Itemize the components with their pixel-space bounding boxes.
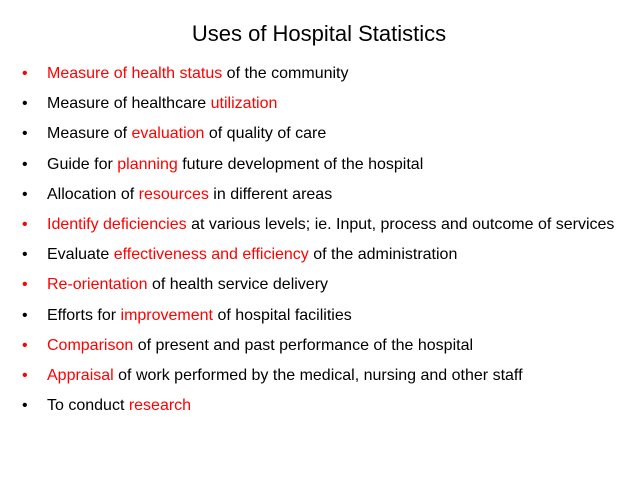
- bullet-marker: •: [22, 246, 28, 264]
- bullet-marker: •: [22, 155, 28, 173]
- bullet-text-segment: Measure of: [47, 125, 132, 143]
- bullet-item: [22, 365, 616, 386]
- bullet-text-segment: Comparison: [47, 336, 134, 354]
- bullet-item: [22, 63, 616, 84]
- bullet-text-segment: utilization: [210, 95, 278, 113]
- bullet-text-segment: research: [128, 397, 192, 415]
- bullet-marker: •: [22, 95, 28, 113]
- bullet-text-segment: Allocation of: [47, 185, 139, 203]
- bullet-item: [22, 214, 616, 235]
- bullet-text-segment: resources: [138, 185, 209, 203]
- bullet-text-segment: at various levels; ie. Input, process and outcome of services: [186, 215, 615, 233]
- bullet-text-segment: Measure of health status: [47, 65, 223, 82]
- bullet-text-segment: of the administration: [308, 246, 458, 264]
- bullet-marker: •: [22, 306, 28, 324]
- bullet-text-segment: of quality of care: [204, 125, 327, 143]
- bullet-text-segment: planning: [117, 155, 178, 173]
- bullet-text-segment: evaluation: [131, 125, 205, 143]
- bullet-item: [22, 123, 616, 144]
- bullet-marker: •: [22, 185, 28, 203]
- bullet-item: [22, 93, 616, 114]
- bullet-text-segment: of present and past performance of the hospital: [133, 336, 474, 354]
- bullet-text-segment: effectiveness and efficiency: [113, 246, 309, 264]
- bullet-text-segment: future development of the hospital: [177, 155, 424, 173]
- bullet-marker: •: [22, 397, 28, 415]
- bullet-text-segment: improvement: [120, 306, 213, 324]
- slide-title: Uses of Hospital Statistics: [191, 21, 447, 46]
- bullet-text-segment: of the community: [222, 65, 349, 82]
- bullet-item: [22, 244, 616, 265]
- bullet-item: [22, 335, 616, 356]
- bullet-item: [22, 154, 616, 175]
- bullet-item: [22, 274, 616, 295]
- bullet-marker: •: [22, 65, 28, 82]
- bullet-text-segment: Guide for: [47, 155, 118, 173]
- bullet-text-segment: of work performed by the medical, nursing and other staff: [113, 366, 523, 384]
- bullet-marker: •: [22, 276, 28, 294]
- bullet-item: [22, 305, 616, 326]
- bullet-list: [22, 63, 616, 425]
- bullet-marker: •: [22, 336, 28, 354]
- bullet-marker: •: [22, 215, 28, 233]
- bullet-text-segment: Measure of healthcare: [47, 95, 211, 113]
- bullet-text-segment: Re-orientation: [47, 276, 148, 294]
- bullet-item: [22, 184, 616, 205]
- bullet-text-segment: Identify deficiencies: [47, 215, 187, 233]
- bullet-text-segment: of hospital facilities: [213, 306, 352, 324]
- bullet-text-segment: Efforts for: [47, 306, 121, 324]
- bullet-text-segment: To conduct: [47, 397, 129, 415]
- bullet-item: [22, 395, 616, 416]
- bullet-marker: •: [22, 366, 28, 384]
- bullet-text-segment: Evaluate: [47, 246, 114, 264]
- bullet-text-segment: of health service delivery: [147, 276, 329, 294]
- bullet-text-segment: in different areas: [208, 185, 333, 203]
- bullet-text-segment: Appraisal: [47, 366, 114, 384]
- bullet-marker: •: [22, 125, 28, 143]
